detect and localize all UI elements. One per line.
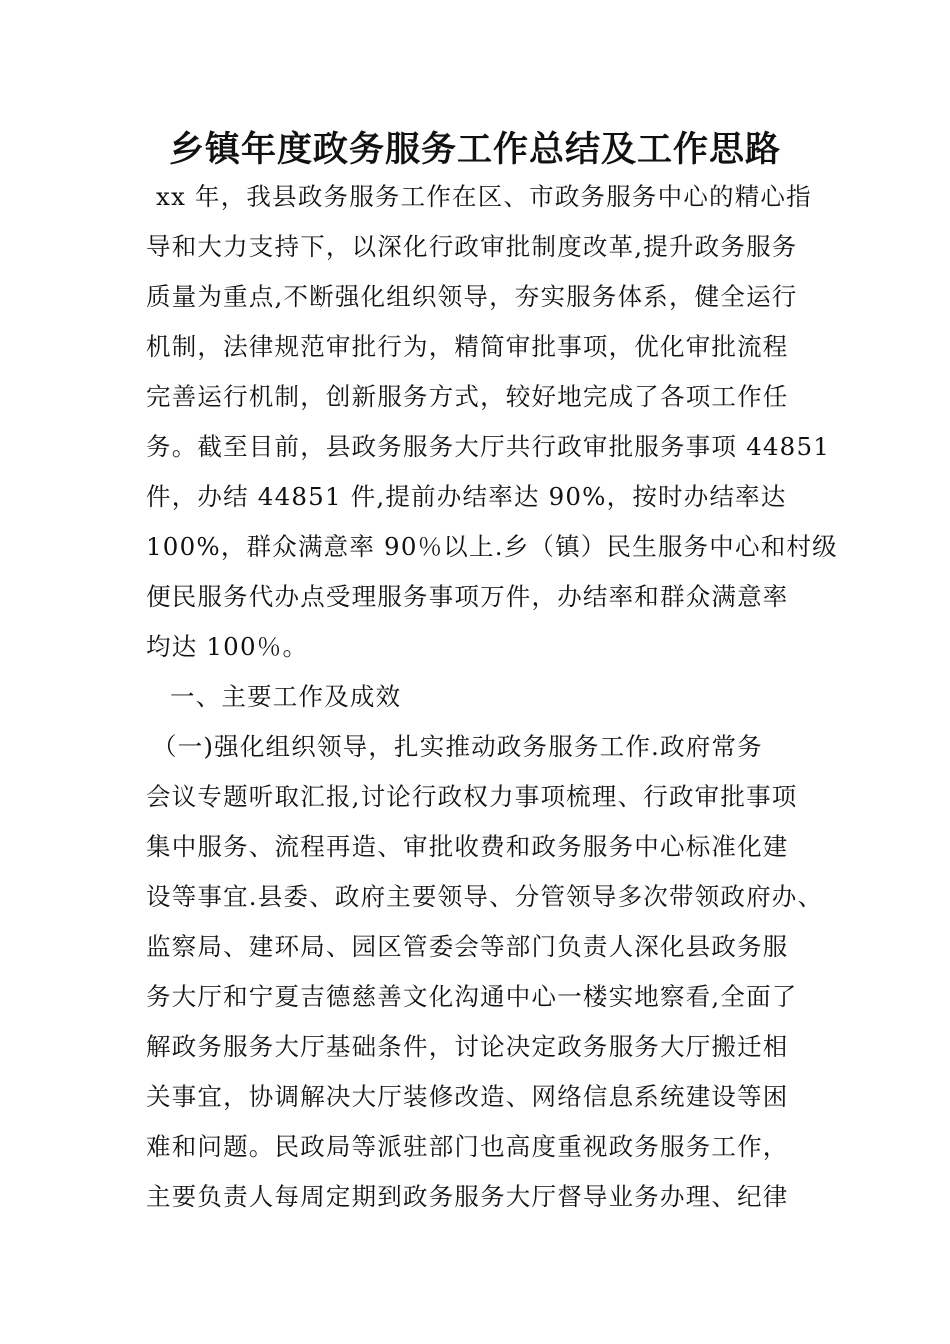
paragraph-line: 会议专题听取汇报,讨论行政权力事项梳理、行政审批事项 xyxy=(146,782,798,811)
paragraph-line: 均达 100％。 xyxy=(146,632,309,661)
paragraph-line: 务大厅和宁夏吉德慈善文化沟通中心一楼实地察看,全面了 xyxy=(146,982,798,1011)
document-title: 乡镇年度政务服务工作总结及工作思路 xyxy=(168,129,781,170)
paragraph-line: 机制，法律规范审批行为，精简审批事项，优化审批流程 xyxy=(146,332,789,361)
paragraph-line: 主要负责人每周定期到政务服务大厅督导业务办理、纪律 xyxy=(146,1182,789,1211)
paragraph-line: 监察局、建环局、园区管委会等部门负责人深化县政务服 xyxy=(146,932,789,961)
paragraph-line: 完善运行机制，创新服务方式，较好地完成了各项工作任 xyxy=(146,382,789,411)
paragraph-line: 质量为重点,不断强化组织领导，夯实服务体系，健全运行 xyxy=(146,282,798,311)
section-heading: 一、主要工作及成效 xyxy=(170,682,402,711)
paragraph-line: 设等事宜.县委、政府主要领导、分管领导多次带领政府办、 xyxy=(146,882,824,911)
paragraph-line: xx 年，我县政务服务工作在区、市政务服务中心的精心指 xyxy=(156,182,812,211)
paragraph-line: （一)强化组织领导，扎实推动政务服务工作.政府常务 xyxy=(152,732,763,761)
paragraph-line: 导和大力支持下，以深化行政审批制度改革,提升政务服务 xyxy=(146,232,798,261)
paragraph-line: 集中服务、流程再造、审批收费和政务服务中心标准化建 xyxy=(146,832,789,861)
paragraph-line: 务。截至目前，县政务服务大厅共行政审批服务事项 44851 xyxy=(146,432,831,461)
paragraph-line: 难和问题。民政局等派驻部门也高度重视政务服务工作， xyxy=(146,1132,789,1161)
paragraph-line: 100%，群众满意率 90％以上.乡（镇）民生服务中心和村级 xyxy=(146,532,838,561)
paragraph-line: 解政务服务大厅基础条件，讨论决定政务服务大厅搬迁相 xyxy=(146,1032,789,1061)
paragraph-line: 便民服务代办点受理服务事项万件，办结率和群众满意率 xyxy=(146,582,789,611)
paragraph-line: 关事宜，协调解决大厅装修改造、网络信息系统建设等困 xyxy=(146,1082,789,1111)
paragraph-line: 件，办结 44851 件,提前办结率达 90%，按时办结率达 xyxy=(146,482,787,511)
